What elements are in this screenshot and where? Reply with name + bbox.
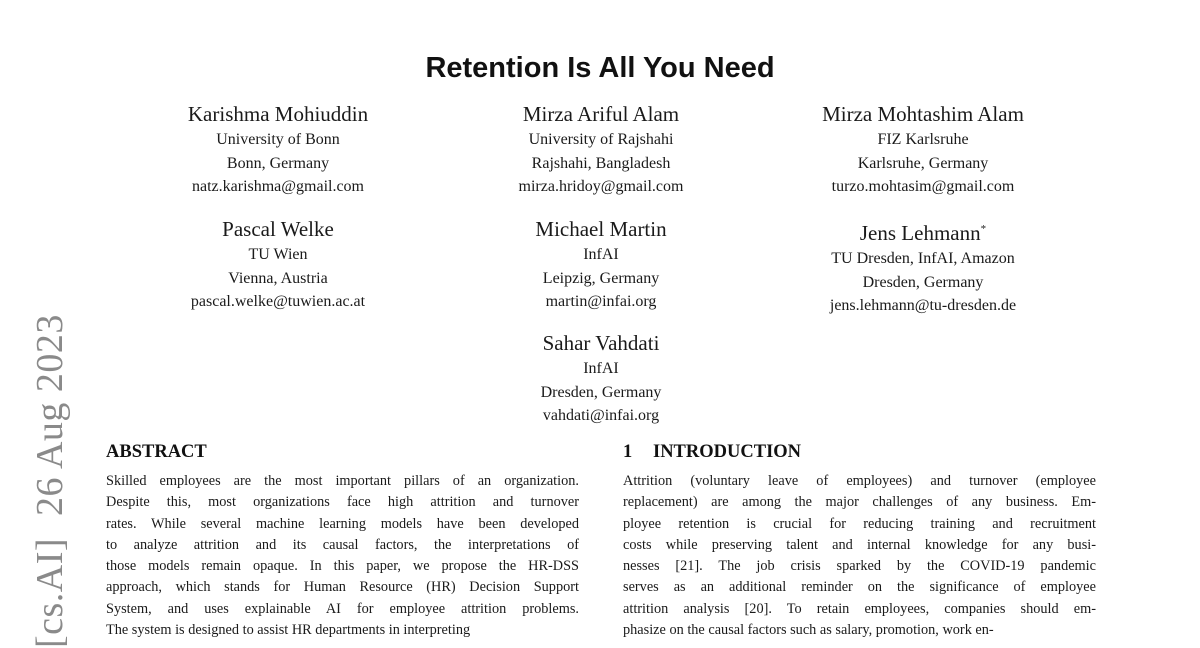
text-line: attrition analysis [20]. To retain employees, companies should em- bbox=[623, 600, 1096, 617]
text-line: rates. While several machine learning models have been developed bbox=[106, 515, 579, 532]
text-line: The system is designed to assist HR departments in interpreting bbox=[106, 622, 471, 639]
author-affiliation: University of Bonn bbox=[216, 131, 340, 148]
author-email: martin@infai.org bbox=[545, 293, 657, 310]
arxiv-category: [cs.AI] bbox=[29, 537, 71, 648]
author-affiliation: InfAI bbox=[583, 360, 619, 377]
author-name: Michael Martin bbox=[535, 217, 667, 241]
text-line: phasize on the causal factors such as salary, promotion, work en- bbox=[623, 622, 994, 639]
introduction-heading bbox=[623, 442, 801, 463]
author-name: Mirza Mohtashim Alam bbox=[822, 102, 1024, 126]
author-email: mirza.hridoy@gmail.com bbox=[518, 178, 684, 195]
abstract-heading: ABSTRACT bbox=[106, 442, 207, 462]
author-block bbox=[763, 101, 1083, 199]
text-line: costs while preserving talent and internal knowledge for any busi- bbox=[623, 536, 1096, 553]
author-footnote-mark: * bbox=[980, 223, 987, 235]
text-line: ployee retention is crucial for reducing training and recruitment bbox=[623, 515, 1096, 532]
arxiv-side-stamp bbox=[28, 314, 72, 648]
author-location: Dresden, Germany bbox=[540, 383, 662, 401]
author-email: natz.karishma@gmail.com bbox=[191, 178, 364, 195]
author-email: vahdati@infai.org bbox=[542, 407, 660, 424]
author-affiliation: University of Rajshahi bbox=[528, 131, 674, 148]
paper-title: Retention Is All You Need bbox=[425, 52, 775, 84]
author-name: Pascal Welke bbox=[222, 217, 334, 241]
author-affiliation: TU Wien bbox=[248, 246, 308, 263]
text-line: System, and uses explainable AI for employee attrition problems. bbox=[106, 600, 579, 617]
author-location: Karlsruhe, Germany bbox=[857, 154, 989, 172]
abstract-body bbox=[106, 471, 579, 641]
text-line: those models remain opaque. In this paper, we propose the HR-DSS bbox=[106, 558, 579, 575]
author-block bbox=[441, 101, 761, 199]
author-block bbox=[118, 216, 438, 314]
text-line: Despite this, most organizations face high attrition and turnover bbox=[106, 494, 579, 511]
author-email: jens.lehmann@tu-dresden.de bbox=[829, 297, 1017, 314]
author-email: pascal.welke@tuwien.ac.at bbox=[190, 293, 366, 310]
author-location: Leipzig, Germany bbox=[542, 269, 660, 287]
text-line: Skilled employees are the most important pillars of an organization. bbox=[106, 473, 579, 489]
text-line: nesses [21]. The job crisis sparked by the COVID-19 pandemic bbox=[623, 558, 1096, 575]
section-number: 1 bbox=[623, 442, 633, 462]
arxiv-date: 26 Aug 2023 bbox=[29, 314, 71, 516]
author-affiliation: InfAI bbox=[583, 246, 619, 263]
author-location: Bonn, Germany bbox=[226, 154, 330, 172]
author-affiliation: FIZ Karlsruhe bbox=[877, 131, 969, 148]
author-location: Rajshahi, Bangladesh bbox=[531, 154, 671, 172]
text-line: to analyze attrition and its causal factors, the interpretations of bbox=[106, 536, 579, 553]
text-line: Attrition (voluntary leave of employees) and turnover (employee bbox=[623, 473, 1096, 489]
author-location: Dresden, Germany bbox=[862, 273, 984, 291]
author-block bbox=[118, 101, 438, 199]
author-name: Mirza Ariful Alam bbox=[522, 102, 680, 126]
author-affiliation: TU Dresden, InfAI, Amazon bbox=[831, 250, 1015, 267]
author-name: Jens Lehmann* bbox=[859, 221, 987, 245]
author-block bbox=[441, 330, 761, 428]
author-name: Karishma Mohiuddin bbox=[187, 102, 369, 126]
section-title: INTRODUCTION bbox=[653, 442, 802, 462]
author-email: turzo.mohtasim@gmail.com bbox=[831, 178, 1015, 195]
author-name: Sahar Vahdati bbox=[542, 331, 660, 355]
author-location: Vienna, Austria bbox=[228, 269, 328, 287]
text-line: replacement) are among the major challenges of any business. Em- bbox=[623, 494, 1096, 511]
introduction-body bbox=[623, 471, 1096, 641]
text-line: serves as an additional reminder on the significance of employee bbox=[623, 579, 1096, 596]
author-block bbox=[441, 216, 761, 314]
author-block bbox=[763, 216, 1083, 318]
text-line: approach, which stands for Human Resource (HR) Decision Support bbox=[106, 579, 579, 596]
